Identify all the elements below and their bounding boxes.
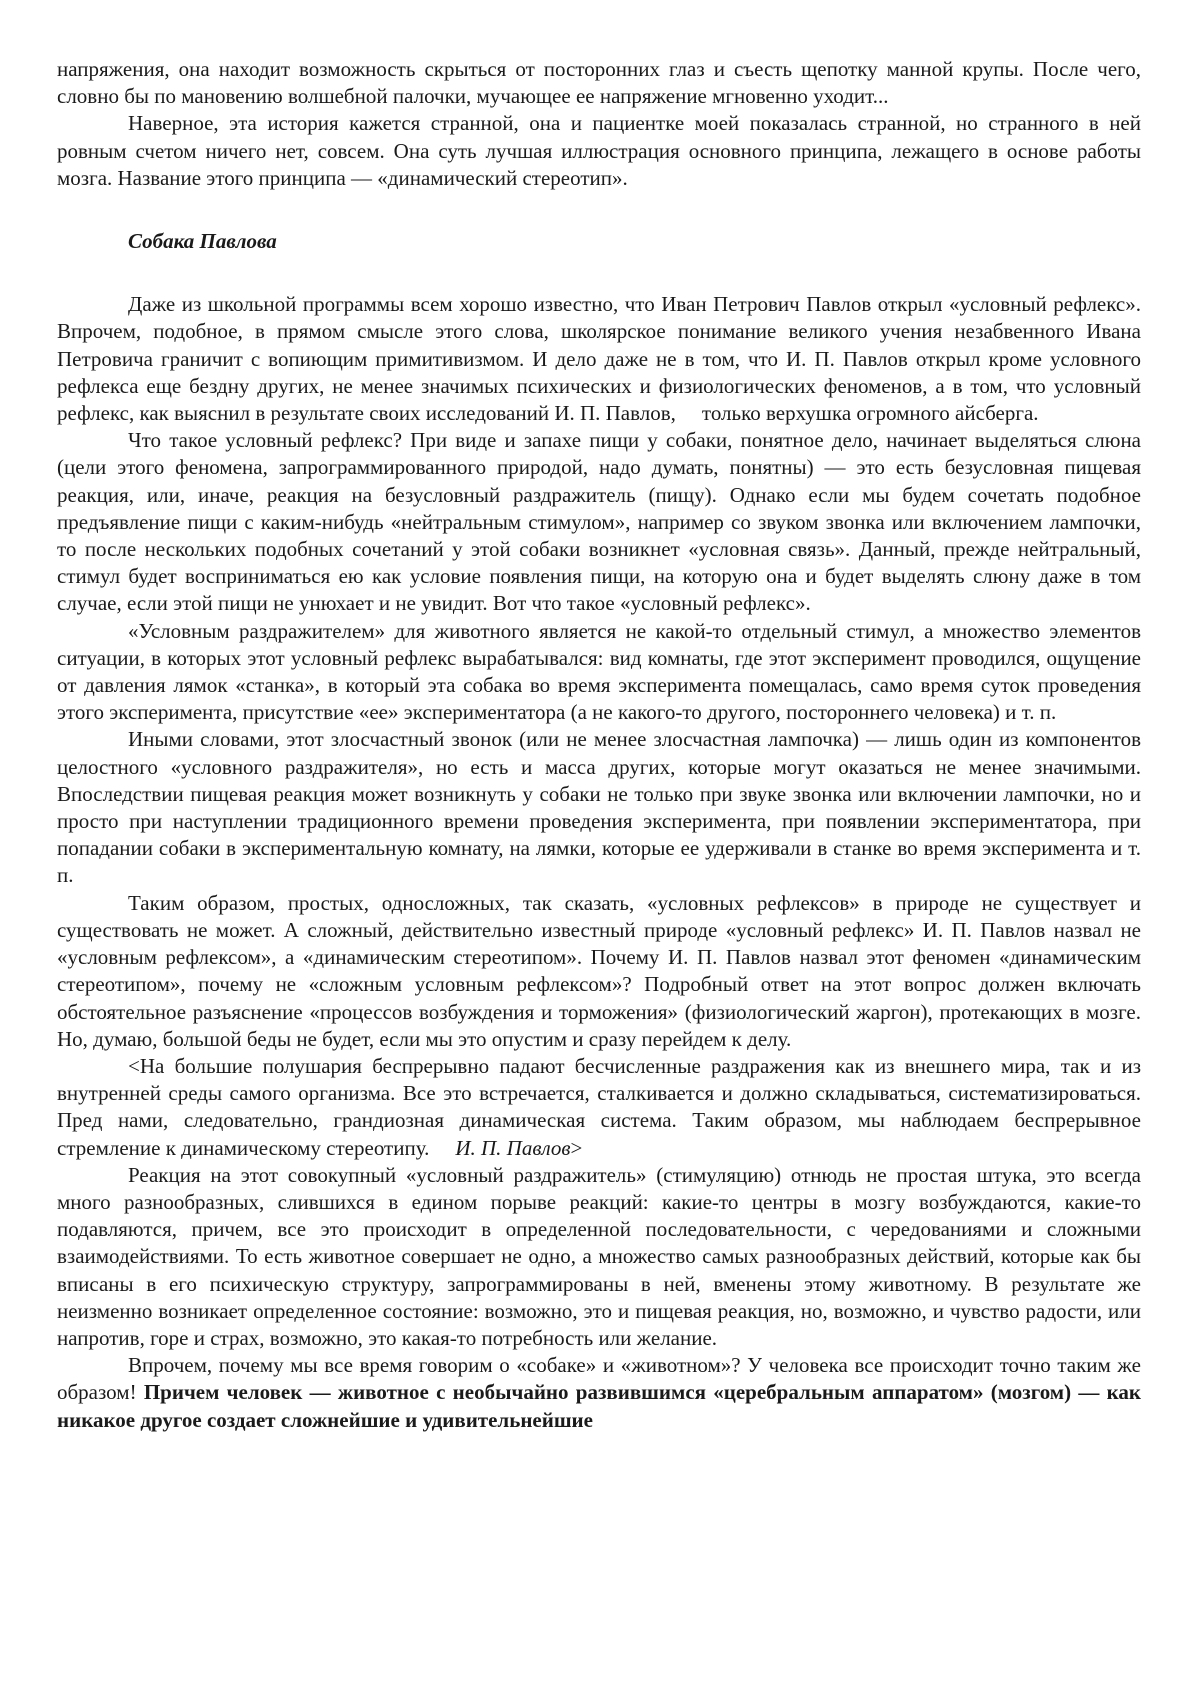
- paragraph-human: [57, 1352, 1141, 1434]
- bold-emphasis: Причем человек — животное с необычайно развившимся «церебральным аппаратом» (мозгом) — как никакое другое создает сложнейшие и удивительнейшие: [57, 1380, 1142, 1432]
- paragraph-dynamic-stereotype: Таким образом, простых, односложных, так сказать, «условных рефлексов» в природе не существует и существовать не может. А сложный, действительно известный природе «условный рефлекс» И. П. Павлов назвал не «условным рефлексом», а «динамическим стереотипом». Почему И. П. Павлов назвал этот феномен «динамическим стереотипом», почему не «сложным условным рефлексом»? Подробный ответ на этот вопрос должен включать обстоятельное разъяснение «процессов возбуждения и торможения» (физиологический жаргон), протекающих в мозге. Но, думаю, большой беды не будет, если мы это опустим и сразу перейдем к делу.: [57, 890, 1141, 1051]
- quote-paragraph: [57, 1053, 1141, 1162]
- paragraph-text: Впрочем, почему мы все время говорим о «собаке» и «животном»? У человека все происходит точно таким же образом!: [57, 1353, 1141, 1405]
- paragraph-what-is-reflex: Что такое условный рефлекс? При виде и запахе пищи у собаки, понятное дело, начинает выделяться слюна (цели этого феномена, запрограммированного природой, надо думать, понятны) — это есть безусловная пищевая реакция, или, иначе, реакция на безусловный раздражитель (пищу). Однако если мы будем сочетать подобное предъявление пищи с каким-нибудь «нейтральным стимулом», например со звуком звонка или включением лампочки, то после нескольких подобных сочетаний у этой собаки возникнет «условная связь». Данный, прежде нейтральный, стимул будет восприниматься ею как условие появления пищи, на которую она и будет выделять слюну даже в том случае, если этой пищи не унюхает и не увидит. Вот что такое «условный рефлекс».: [57, 428, 1141, 616]
- paragraph-school-program: [57, 291, 1141, 427]
- document-page: [57, 56, 1141, 1434]
- paragraph-text: Даже из школьной программы всем хорошо известно, что Иван Петрович Павлов открыл «условный рефлекс». Впрочем, подобное, в прямом смысле этого слова, школярское понимание великого учения незабвенного Ивана Петровича граничит с вопиющим примитивизмом. И дело даже не в том, что И. П. Павлов открыл кроме условного рефлекса еще бездну других, не менее значимых психических и физиологических феноменов, а в том, что условный рефлекс, как выяснил в результате своих исследований И. П. Павлов,: [57, 292, 1141, 426]
- paragraph-text-tail: только верхушка огромного айсберга.: [701, 401, 1039, 426]
- paragraph-continuation: напряжения, она находит возможность скрыться от посторонних глаз и съесть щепотку манной крупы. После чего, словно бы по мановению волшебной палочки, мучающее ее напряжение мгновенно уходит...: [57, 57, 1141, 109]
- paragraph-strange-story: Наверное, эта история кажется странной, она и пациентке моей показалась странной, но странного в ней ровным счетом ничего нет, совсем. Она суть лучшая иллюстрация основного принципа, лежащего в основе работы мозга. Название этого принципа — «динамический стереотип».: [57, 111, 1141, 190]
- paragraph-conditioned-stimulus: «Условным раздражителем» для животного является не какой-то отдельный стимул, а множество элементов ситуации, в которых этот условный рефлекс вырабатывался: вид комнаты, где этот эксперимент проводился, ощущение от давления лямок «станка», в который эта собака во время эксперимента помещалась, само время суток проведения этого эксперимента, присутствие «ее» экспериментатора (а не какого-то другого, постороннего человека) и т. п.: [57, 618, 1141, 725]
- paragraph-reaction: Реакция на этот совокупный «условный раздражитель» (стимуляцию) отнюдь не простая штука, это всегда много разнообразных, слившихся в едином порыве реакций: какие-то центры в мозгу возбуждаются, какие-то подавляются, причем, все это происходит в определенной последовательности, с чередованиями и сложными взаимодействиями. То есть животное совершает не одно, а множество самых разнообразных действий, которые как бы вписаны в его психическую структуру, запрограммированы в ней, вменены этому животному. В результате же неизменно возникает определенное состояние: возможно, это и пищевая реакция, но, возможно, и чувство радости, или напротив, горе и страх, возможно, это какая-то потребность или желание.: [57, 1162, 1141, 1350]
- quote-author: И. П. Павлов: [455, 1135, 571, 1160]
- quote-close: >: [570, 1135, 583, 1160]
- quote-text: <На большие полушария беспрерывно падают бесчисленные раздражения как из внешнего мира, так и из внутренней среды самого организма. Все это встречается, сталкивается и должно складываться, систематизироваться. Пред нами, следовательно, грандиозная динамическая система. Таким образом, мы наблюдаем беспрерывное стремление к динамическому стереотипу.: [57, 1053, 1141, 1160]
- section-heading: Собака Павлова: [128, 229, 277, 254]
- paragraph-in-other-words: Иными словами, этот злосчастный звонок (или не менее злосчастная лампочка) — лишь один из компонентов целостного «условного раздражителя», но есть и масса других, которые могут оказаться не менее значимыми. Впоследствии пищевая реакция может возникнуть у собаки не только при звуке звонка или включении лампочки, но и просто при наступлении традиционного времени проведения эксперимента, при появлении экспериментатора, при попадании собаки в экспериментальную комнату, на лямки, которые ее удерживали в станке во время эксперимента и т. п.: [57, 727, 1141, 888]
